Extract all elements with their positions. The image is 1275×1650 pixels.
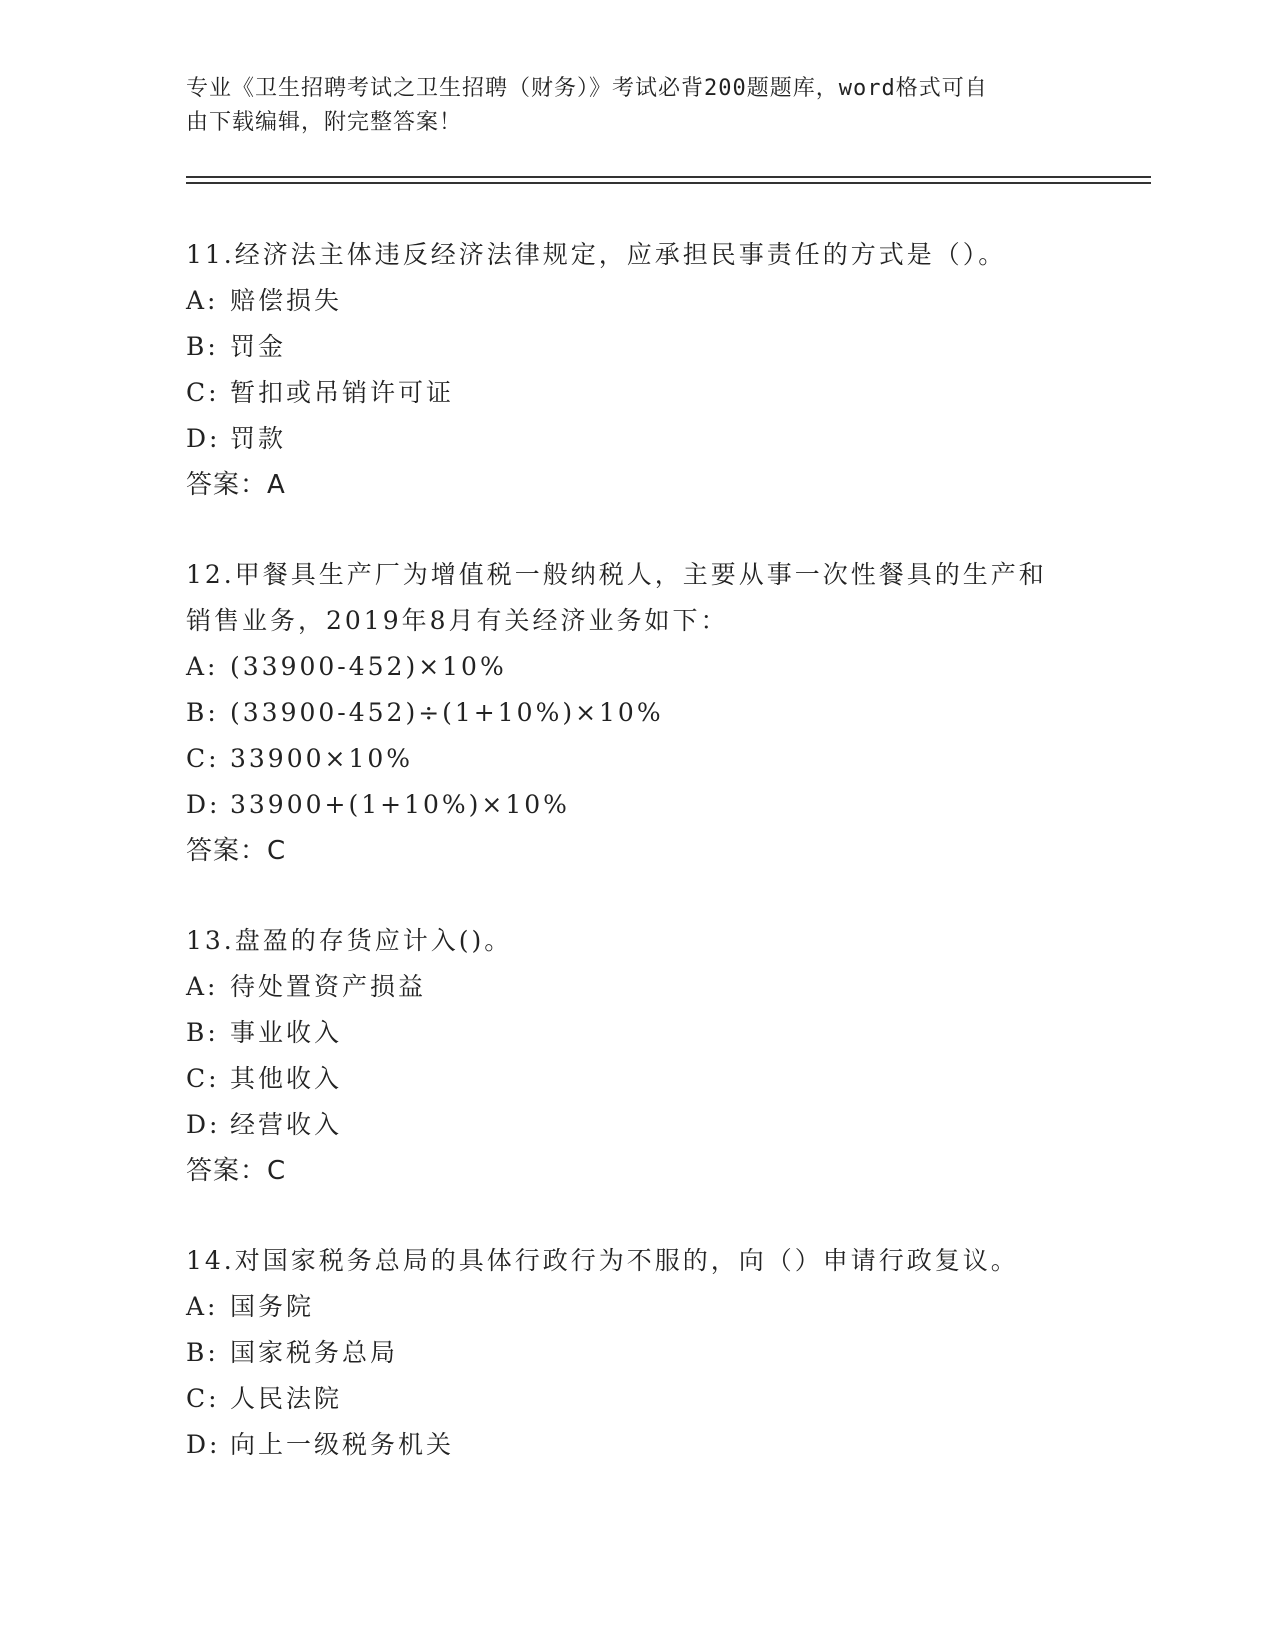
option-c <box>186 736 1146 782</box>
option-a <box>186 1284 1146 1330</box>
option-b <box>186 690 1146 736</box>
option-letter: D: <box>186 424 221 453</box>
option-c <box>186 370 1146 416</box>
document-header <box>186 72 1086 140</box>
question-stem: 14.对国家税务总局的具体行政行为不服的，向（）申请行政复议。 <box>186 1246 1019 1275</box>
header-line-2: 由下载编辑，附完整答案！ <box>186 110 463 135</box>
option-text: 国家税务总局 <box>230 1338 399 1367</box>
option-letter: A: <box>186 652 219 681</box>
option-text: 其他收入 <box>230 1064 343 1093</box>
option-text: 人民法院 <box>230 1384 343 1413</box>
option-text: 向上一级税务机关 <box>230 1430 455 1459</box>
option-a <box>186 278 1146 324</box>
option-text: 暂扣或吊销许可证 <box>230 378 455 407</box>
option-text: 经营收入 <box>230 1110 343 1139</box>
option-text: 33900+(1+10%)×10% <box>230 790 570 819</box>
option-letter: B: <box>186 1018 219 1047</box>
option-letter: B: <box>186 332 219 361</box>
option-d <box>186 782 1146 828</box>
question-13 <box>186 918 1146 1194</box>
option-text: 罚款 <box>230 424 287 453</box>
answer-line: 答案：C <box>186 1156 287 1186</box>
option-text: 罚金 <box>230 332 287 361</box>
option-d <box>186 416 1146 462</box>
option-c <box>186 1056 1146 1102</box>
option-text: 33900×10% <box>230 744 414 773</box>
header-divider-top <box>186 176 1151 178</box>
question-14 <box>186 1238 1146 1468</box>
question-11 <box>186 232 1146 508</box>
question-stem: 12.甲餐具生产厂为增值税一般纳税人，主要从事一次性餐具的生产和 <box>186 560 1047 589</box>
question-12 <box>186 552 1146 874</box>
option-d <box>186 1102 1146 1148</box>
option-letter: A: <box>186 286 219 315</box>
option-c <box>186 1376 1146 1422</box>
option-d <box>186 1422 1146 1468</box>
option-text: 事业收入 <box>230 1018 343 1047</box>
question-stem-continued: 销售业务，2019年8月有关经济业务如下： <box>186 606 729 635</box>
option-letter: B: <box>186 698 219 727</box>
option-letter: C: <box>186 378 220 407</box>
option-letter: D: <box>186 790 221 819</box>
question-stem: 11.经济法主体违反经济法律规定，应承担民事责任的方式是（）。 <box>186 240 1007 269</box>
header-line-1: 专业《卫生招聘考试之卫生招聘（财务）》考试必背200题题库，word格式可自 <box>186 76 988 101</box>
option-letter: D: <box>186 1110 221 1139</box>
answer-line: 答案：A <box>186 470 286 500</box>
header-divider-bottom <box>186 182 1151 184</box>
option-text: 赔偿损失 <box>230 286 343 315</box>
option-letter: C: <box>186 1064 220 1093</box>
option-b <box>186 1330 1146 1376</box>
option-text: 国务院 <box>230 1292 315 1321</box>
option-letter: A: <box>186 972 219 1001</box>
option-letter: C: <box>186 1384 220 1413</box>
option-b <box>186 1010 1146 1056</box>
option-text: 待处置资产损益 <box>230 972 427 1001</box>
answer-line: 答案：C <box>186 836 287 866</box>
option-letter: B: <box>186 1338 219 1367</box>
option-text: (33900-452)×10% <box>230 652 507 681</box>
option-a <box>186 644 1146 690</box>
option-letter: A: <box>186 1292 219 1321</box>
option-letter: D: <box>186 1430 221 1459</box>
option-letter: C: <box>186 744 220 773</box>
question-list <box>186 232 1146 1512</box>
question-stem: 13.盘盈的存货应计入()。 <box>186 926 513 955</box>
option-text: (33900-452)÷(1+10%)×10% <box>230 698 664 727</box>
option-b <box>186 324 1146 370</box>
option-a <box>186 964 1146 1010</box>
